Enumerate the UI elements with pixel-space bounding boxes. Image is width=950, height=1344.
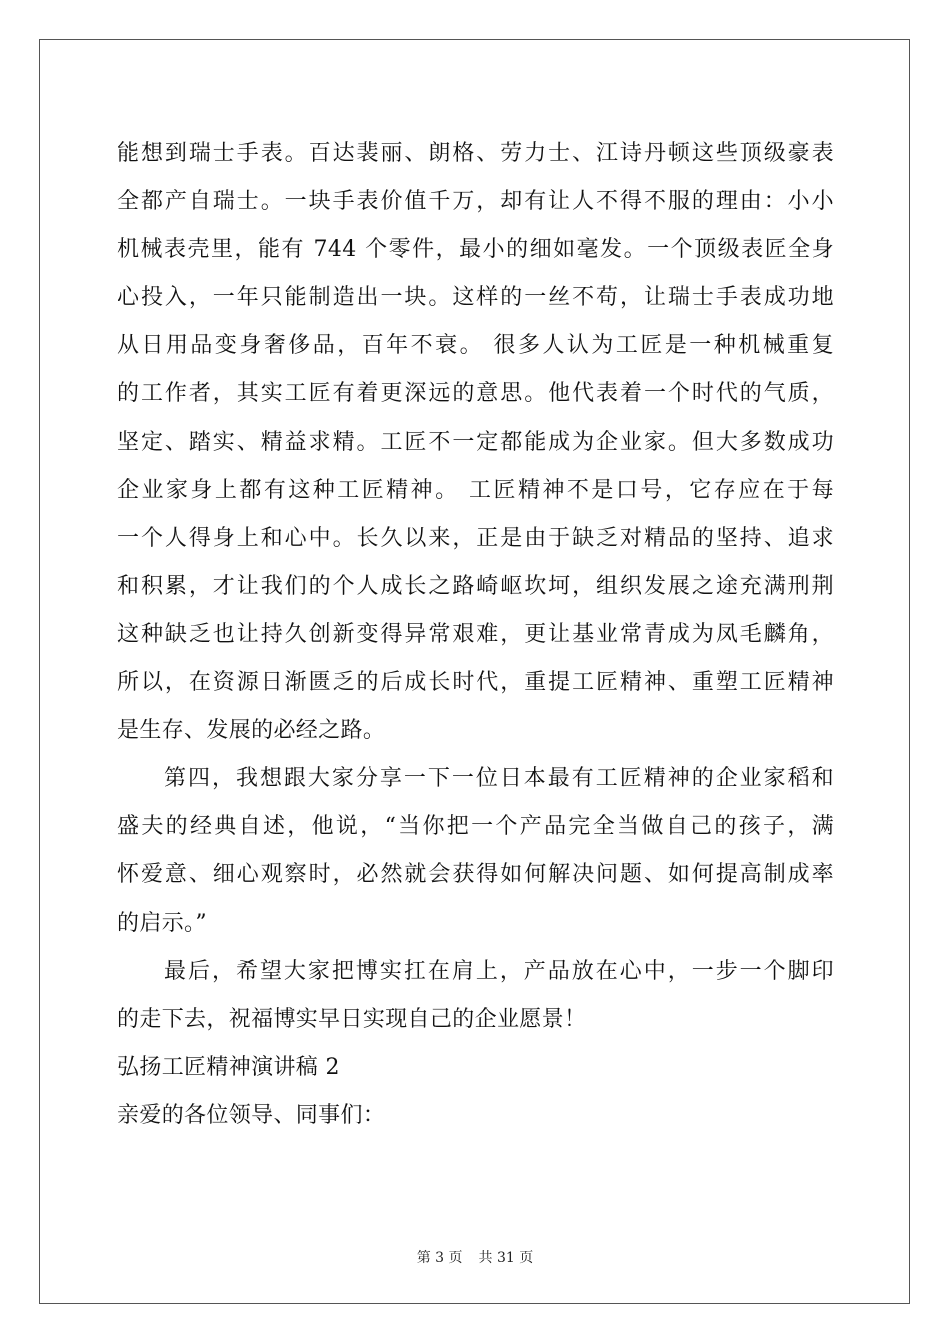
total-pages: 共 31 页 bbox=[478, 1250, 534, 1266]
text-line: 心投入，一年只能制造出一块。这样的一丝不苟，让瑞士手表成功地 bbox=[117, 285, 834, 311]
text-line: 机械表壳里，能有 744 个零件，最小的细如毫发。一个顶级表匠全身 bbox=[117, 237, 834, 263]
page-number: 第 3 页 bbox=[416, 1250, 463, 1266]
text-line: 第四，我想跟大家分享一下一位日本最有工匠精神的企业家稻和 bbox=[164, 766, 834, 792]
section-heading: 弘扬工匠精神演讲稿 2 bbox=[117, 1054, 340, 1080]
text-line: 盛夫的经典自述，他说，“当你把一个产品完全当做自己的孩子，满 bbox=[117, 814, 834, 840]
text-line: 企业家身上都有这种工匠精神。 工匠精神不是口号，它存应在于每 bbox=[117, 477, 834, 503]
text-line: 是生存、发展的必经之路。 bbox=[117, 718, 386, 744]
page-footer bbox=[0, 1247, 950, 1267]
text-line: 的走下去，祝福博实早日实现自己的企业愿景！ bbox=[117, 1006, 587, 1032]
text-line: 的启示。” bbox=[117, 910, 207, 936]
text-line: 最后，希望大家把博实扛在肩上，产品放在心中，一步一个脚印 bbox=[164, 958, 834, 984]
text-line: 的工作者，其实工匠有着更深远的意思。他代表着一个时代的气质， bbox=[117, 381, 834, 407]
text-line: 坚定、踏实、精益求精。工匠不一定都能成为企业家。但大多数成功 bbox=[117, 429, 834, 455]
text-line: 和积累，才让我们的个人成长之路崎岖坎坷，组织发展之途充满刑荆 bbox=[117, 573, 834, 599]
text-line: 能想到瑞士手表。百达裴丽、朗格、劳力士、江诗丹顿这些顶级豪表 bbox=[117, 141, 834, 166]
text-line: 一个人得身上和心中。长久以来，正是由于缺乏对精品的坚持、追求 bbox=[117, 525, 834, 551]
text-line: 这种缺乏也让持久创新变得异常艰难，更让基业常青成为凤毛麟角， bbox=[117, 621, 834, 647]
salutation: 亲爱的各位领导、同事们： bbox=[117, 1102, 386, 1128]
text-line: 从日用品变身奢侈品，百年不衰。 很多人认为工匠是一种机械重复 bbox=[117, 333, 834, 359]
document-body bbox=[117, 130, 834, 1140]
text-line: 所以，在资源日渐匮乏的后成长时代，重提工匠精神、重塑工匠精神 bbox=[117, 670, 834, 696]
text-line: 全都产自瑞士。一块手表价值千万，却有让人不得不服的理由：小小 bbox=[117, 189, 834, 215]
text-line: 怀爱意、细心观察时，必然就会获得如何解决问题、如何提高制成率 bbox=[117, 862, 834, 888]
